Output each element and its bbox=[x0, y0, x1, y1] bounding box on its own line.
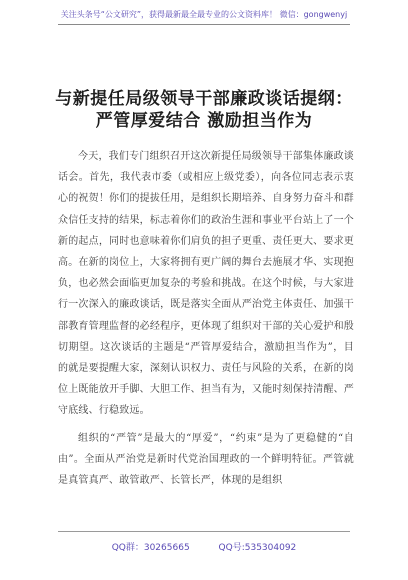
paragraph-2: 组织的“严管”是最大的“厚爱”，“约束”是为了更稳健的“自由”。全面从严治党是新时代党治国理政的一个鲜明特征。严管就是真管真严、敢管敢严、长管长严，体现的是组织 bbox=[58, 432, 354, 487]
footer-divider bbox=[58, 531, 350, 532]
header-divider bbox=[58, 24, 350, 25]
document-body bbox=[58, 146, 354, 491]
document-title-line-2: 严管厚爱结合 激励担当作为 bbox=[95, 111, 313, 131]
footer bbox=[0, 540, 408, 553]
paragraph-1: 今天，我们专门组织召开这次新提任局级领导干部集体廉政谈话会。首先，我代表市委（或相应上级党委），向各位同志表示衷心的祝贺！你们的提拔任用，是组织长期培养、自身努力奋斗和群众信任支持的结果，标志着你们的政治生涯和事业平台站上了一个新的起点，同时也意味着你们肩负的担子更重、责任更大、要求更高。在新的岗位上，大家将拥有更广阔的舞台去施展才华、实现抱负，也必然会面临更加复杂的考验和挑战。在这个时候，与大家进行一次深入的廉政谈话，既是落实全面从严治党主体责任、加强干部教育管理监督的必经程序，更体现了组织对干部的关心爱护和殷切期望。这次谈话的主题是“严管厚爱结合，激励担当作为”，目的就是要提醒大家，深刻认识权力、责任与风险的关系，在新的岗位上既能放开手脚、大胆工作、担当有为，又能时刻保持清醒、严守底线、行稳致远。 bbox=[58, 151, 354, 417]
header-note: 关注头条号“公文研究”，获得最新最全最专业的公文资料库！ 微信：gongwenyj bbox=[60, 10, 348, 19]
footer-qq-number: QQ号:535304092 bbox=[218, 543, 297, 553]
document-title-line-1: 与新提任局级领导干部廉政谈话提纲： bbox=[55, 89, 353, 109]
footer-qq-group: QQ群：30265665 bbox=[111, 543, 190, 553]
